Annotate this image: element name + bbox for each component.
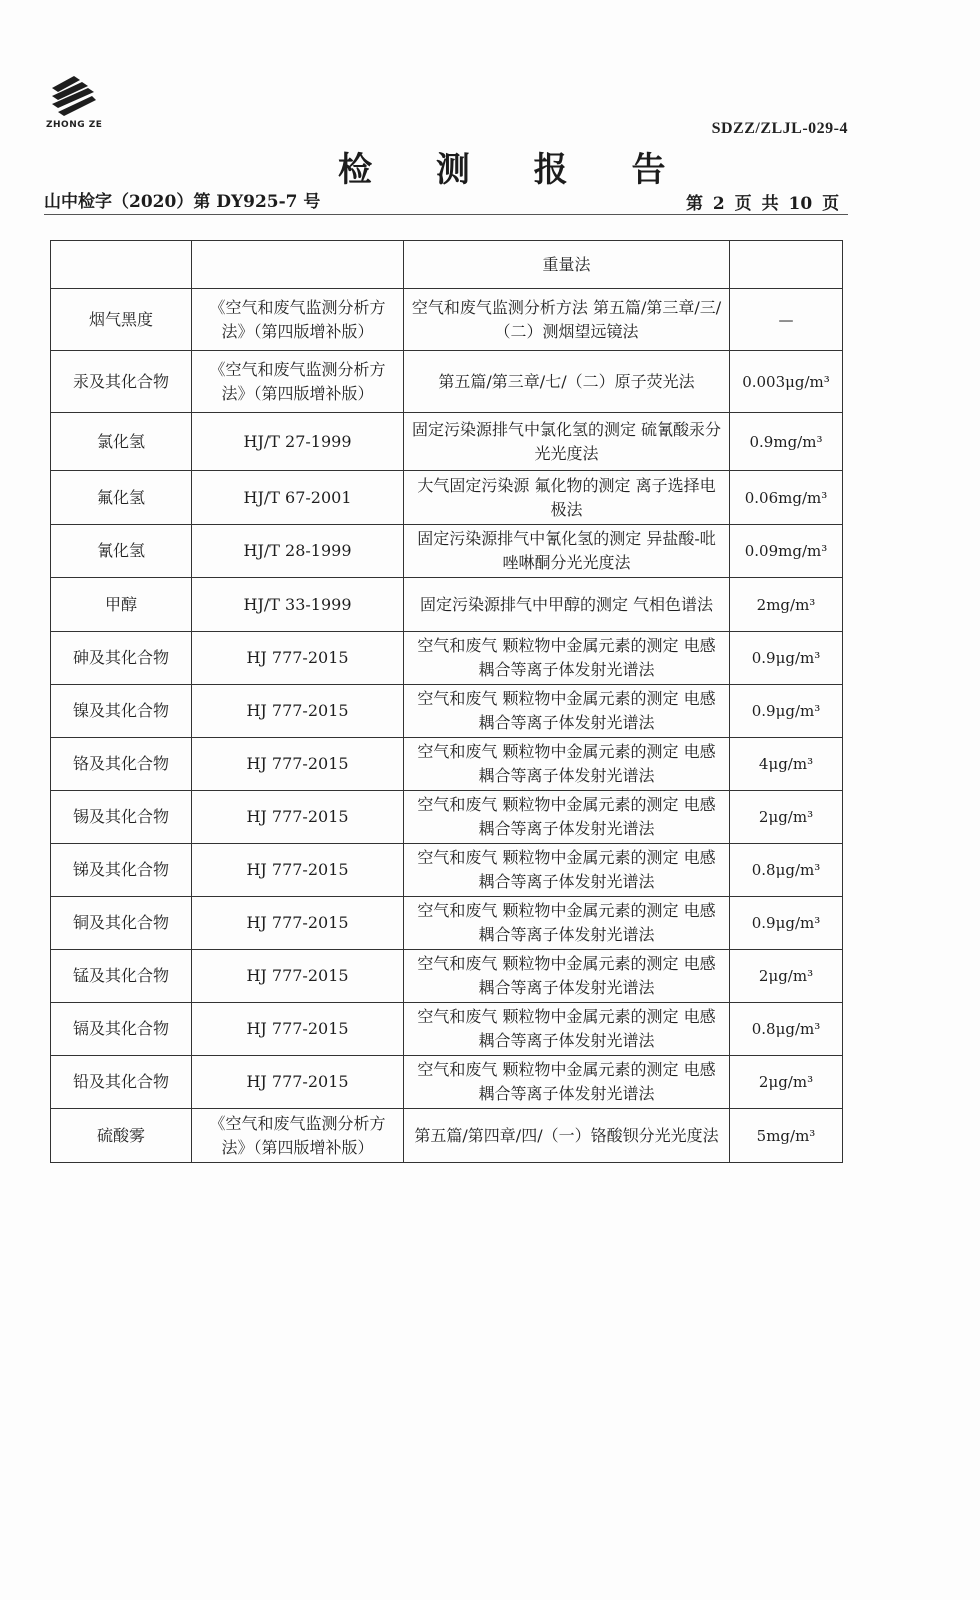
detection-limit-cell: 0.09mg/m³ <box>730 525 843 578</box>
standard-cell: HJ/T 67-2001 <box>192 471 404 525</box>
table-row <box>51 471 843 525</box>
standard-cell: 《空气和废气监测分析方法》（第四版增补版） <box>192 1109 404 1163</box>
table-row <box>51 578 843 632</box>
table-row <box>51 1056 843 1109</box>
item-cell: 铜及其化合物 <box>51 897 192 950</box>
detection-limit-cell: 2mg/m³ <box>730 578 843 632</box>
header-divider <box>44 214 848 215</box>
method-table <box>50 240 843 1163</box>
item-cell: 硫酸雾 <box>51 1109 192 1163</box>
logo-text: ZHONG ZE <box>46 120 103 130</box>
table-row <box>51 685 843 738</box>
standard-cell: HJ 777-2015 <box>192 685 404 738</box>
table-row <box>51 1003 843 1056</box>
method-cell: 空气和废气 颗粒物中金属元素的测定 电感耦合等离子体发射光谱法 <box>404 685 730 738</box>
detection-limit-cell: — <box>730 289 843 351</box>
detection-limit-cell: 5mg/m³ <box>730 1109 843 1163</box>
table-row <box>51 351 843 413</box>
method-table-container <box>50 240 842 1163</box>
item-cell: 锑及其化合物 <box>51 844 192 897</box>
standard-cell: HJ/T 27-1999 <box>192 413 404 471</box>
detection-limit-cell: 4μg/m³ <box>730 738 843 791</box>
table-row <box>51 241 843 289</box>
logo-stripes-icon <box>44 74 104 124</box>
item-cell: 氰化氢 <box>51 525 192 578</box>
standard-cell: HJ 777-2015 <box>192 950 404 1003</box>
standard-cell <box>192 241 404 289</box>
standard-cell: HJ 777-2015 <box>192 1003 404 1056</box>
detection-limit-cell: 0.8μg/m³ <box>730 1003 843 1056</box>
method-cell: 空气和废气监测分析方法 第五篇/第三章/三/（二）测烟望远镜法 <box>404 289 730 351</box>
table-row <box>51 525 843 578</box>
standard-cell: 《空气和废气监测分析方法》（第四版增补版） <box>192 289 404 351</box>
page-number: 第 2 页 共 10 页 <box>686 194 840 214</box>
method-cell: 固定污染源排气中氯化氢的测定 硫氰酸汞分光光度法 <box>404 413 730 471</box>
document-code: SDZZ/ZLJL-029-4 <box>711 120 848 137</box>
report-number: 山中检字（2020）第 DY925-7 号 <box>44 192 321 212</box>
standard-cell: HJ/T 28-1999 <box>192 525 404 578</box>
item-cell: 烟气黑度 <box>51 289 192 351</box>
method-cell: 空气和废气 颗粒物中金属元素的测定 电感耦合等离子体发射光谱法 <box>404 738 730 791</box>
method-cell: 大气固定污染源 氟化物的测定 离子选择电极法 <box>404 471 730 525</box>
item-cell: 镉及其化合物 <box>51 1003 192 1056</box>
method-cell: 第五篇/第四章/四/（一）铬酸钡分光光度法 <box>404 1109 730 1163</box>
method-cell: 空气和废气 颗粒物中金属元素的测定 电感耦合等离子体发射光谱法 <box>404 1003 730 1056</box>
item-cell: 汞及其化合物 <box>51 351 192 413</box>
item-cell <box>51 241 192 289</box>
method-cell: 固定污染源排气中甲醇的测定 气相色谱法 <box>404 578 730 632</box>
item-cell: 氯化氢 <box>51 413 192 471</box>
detection-limit-cell: 0.9μg/m³ <box>730 632 843 685</box>
detection-limit-cell: 2μg/m³ <box>730 950 843 1003</box>
standard-cell: 《空气和废气监测分析方法》（第四版增补版） <box>192 351 404 413</box>
detection-limit-cell: 0.9μg/m³ <box>730 897 843 950</box>
method-cell: 空气和废气 颗粒物中金属元素的测定 电感耦合等离子体发射光谱法 <box>404 1056 730 1109</box>
method-table-body <box>51 241 843 1163</box>
table-row <box>51 844 843 897</box>
item-cell: 砷及其化合物 <box>51 632 192 685</box>
item-cell: 锰及其化合物 <box>51 950 192 1003</box>
method-cell: 固定污染源排气中氰化氢的测定 异盐酸-吡唑啉酮分光光度法 <box>404 525 730 578</box>
detection-limit-cell: 0.9μg/m³ <box>730 685 843 738</box>
standard-cell: HJ/T 33-1999 <box>192 578 404 632</box>
method-cell: 空气和废气 颗粒物中金属元素的测定 电感耦合等离子体发射光谱法 <box>404 791 730 844</box>
table-row <box>51 791 843 844</box>
standard-cell: HJ 777-2015 <box>192 897 404 950</box>
method-cell: 空气和废气 颗粒物中金属元素的测定 电感耦合等离子体发射光谱法 <box>404 897 730 950</box>
standard-cell: HJ 777-2015 <box>192 738 404 791</box>
method-cell: 空气和废气 颗粒物中金属元素的测定 电感耦合等离子体发射光谱法 <box>404 632 730 685</box>
table-row <box>51 897 843 950</box>
method-cell: 空气和废气 颗粒物中金属元素的测定 电感耦合等离子体发射光谱法 <box>404 950 730 1003</box>
method-cell: 空气和废气 颗粒物中金属元素的测定 电感耦合等离子体发射光谱法 <box>404 844 730 897</box>
detection-limit-cell <box>730 241 843 289</box>
item-cell: 镍及其化合物 <box>51 685 192 738</box>
detection-limit-cell: 2μg/m³ <box>730 1056 843 1109</box>
table-row <box>51 632 843 685</box>
item-cell: 甲醇 <box>51 578 192 632</box>
method-cell: 第五篇/第三章/七/（二）原子荧光法 <box>404 351 730 413</box>
page-title: 检 测 报 告 <box>338 150 692 190</box>
item-cell: 铅及其化合物 <box>51 1056 192 1109</box>
method-cell: 重量法 <box>404 241 730 289</box>
detection-limit-cell: 2μg/m³ <box>730 791 843 844</box>
table-row <box>51 950 843 1003</box>
table-row <box>51 1109 843 1163</box>
standard-cell: HJ 777-2015 <box>192 791 404 844</box>
detection-limit-cell: 0.9mg/m³ <box>730 413 843 471</box>
detection-limit-cell: 0.06mg/m³ <box>730 471 843 525</box>
detection-limit-cell: 0.8μg/m³ <box>730 844 843 897</box>
item-cell: 锡及其化合物 <box>51 791 192 844</box>
detection-limit-cell: 0.003μg/m³ <box>730 351 843 413</box>
table-row <box>51 289 843 351</box>
table-row <box>51 738 843 791</box>
standard-cell: HJ 777-2015 <box>192 1056 404 1109</box>
standard-cell: HJ 777-2015 <box>192 844 404 897</box>
standard-cell: HJ 777-2015 <box>192 632 404 685</box>
item-cell: 氟化氢 <box>51 471 192 525</box>
item-cell: 铬及其化合物 <box>51 738 192 791</box>
table-row <box>51 413 843 471</box>
